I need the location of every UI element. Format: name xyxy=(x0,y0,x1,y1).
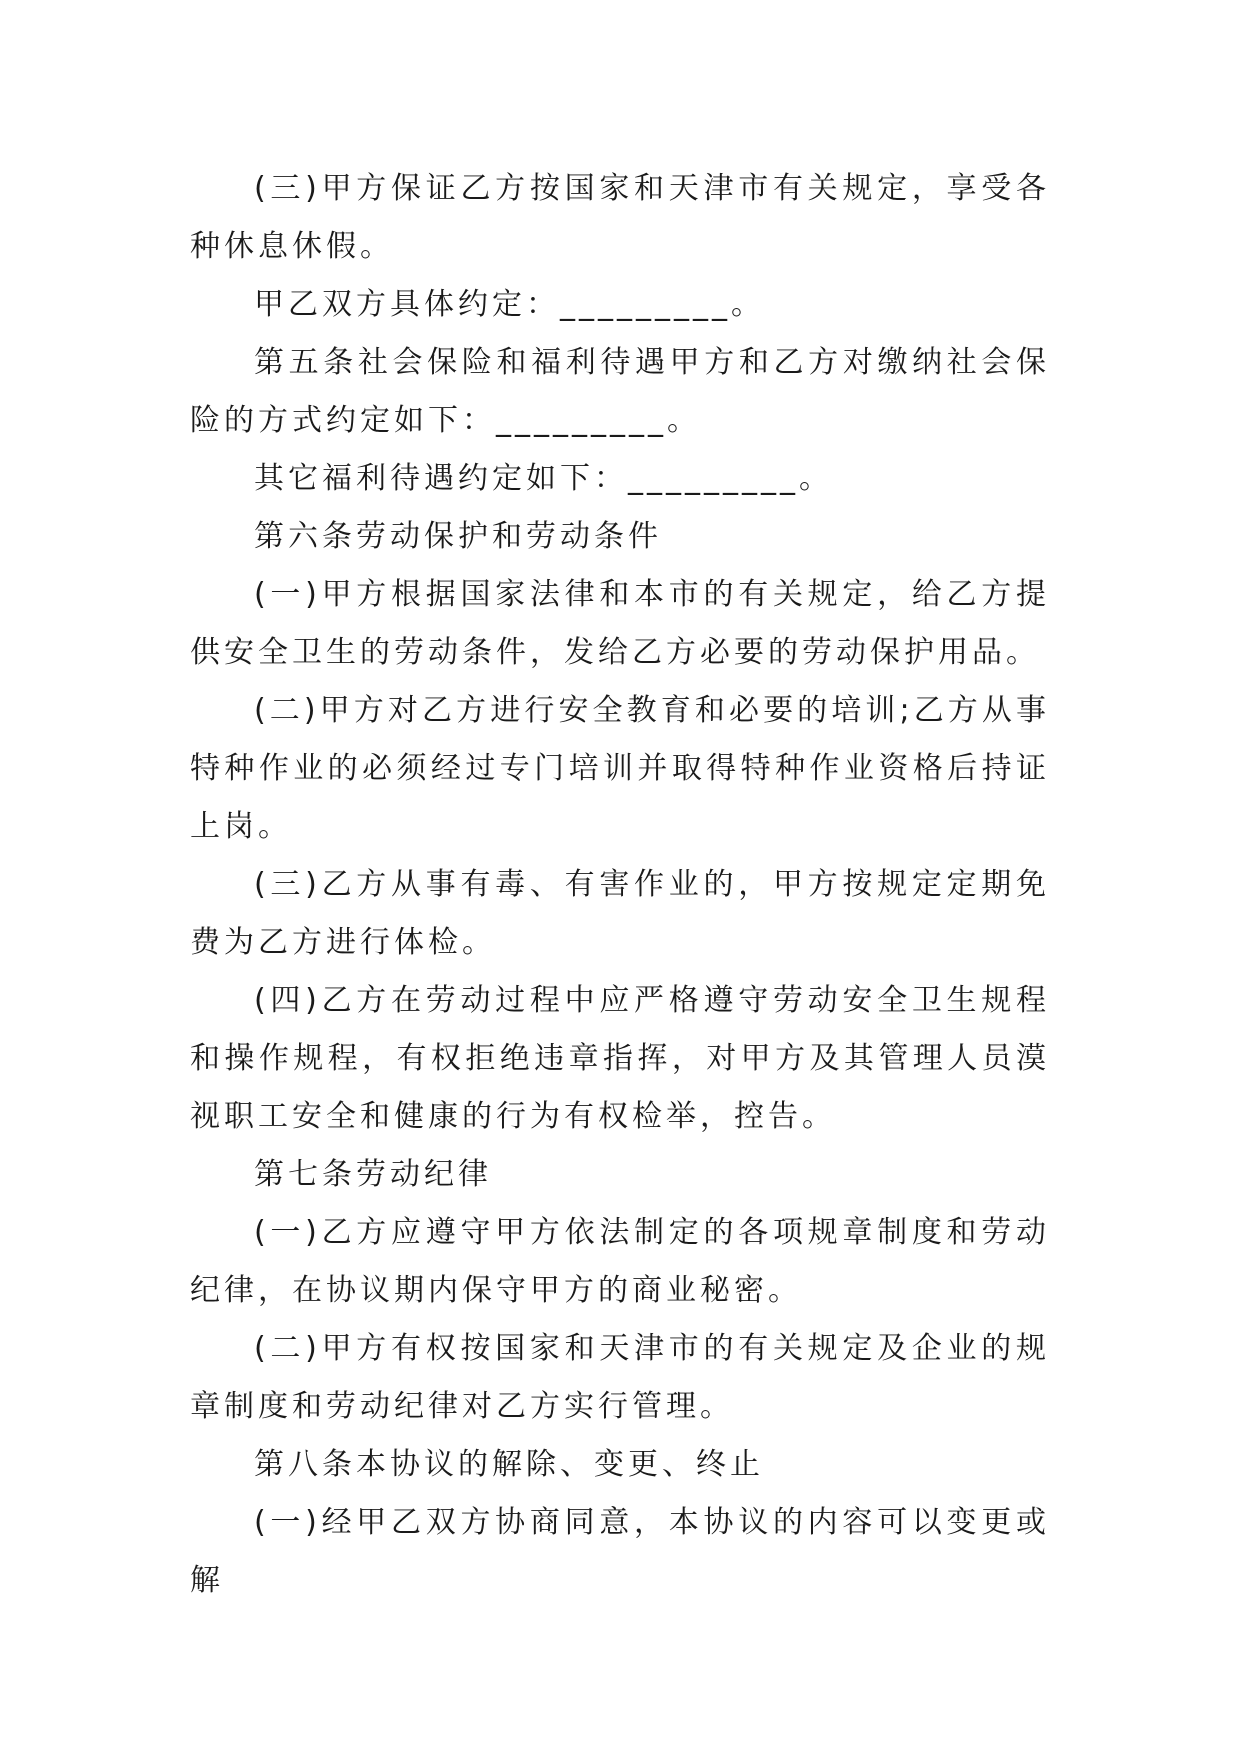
paragraph-agreement-leave: 甲乙双方具体约定：_________。 xyxy=(254,287,765,322)
document-body xyxy=(190,160,1050,1610)
paragraph-6-1: (一)甲方根据国家法律和本市的有关规定，给乙方提供安全卫生的劳动条件，发给乙方必要的劳动保护用品。 xyxy=(190,577,1050,670)
paragraph-6-4: (四)乙方在劳动过程中应严格遵守劳动安全卫生规程和操作规程，有权拒绝违章指挥，对甲方及其管理人员漠视职工安全和健康的行为有权检举，控告。 xyxy=(190,983,1050,1134)
heading-article-6: 第六条劳动保护和劳动条件 xyxy=(254,519,662,554)
paragraph-8-1: (一)经甲乙双方协商同意，本协议的内容可以变更或解 xyxy=(190,1505,1050,1598)
paragraph-rest-leave: (三)甲方保证乙方按国家和天津市有关规定，享受各种休息休假。 xyxy=(190,171,1050,264)
heading-article-8: 第八条本协议的解除、变更、终止 xyxy=(254,1447,764,1482)
heading-article-7: 第七条劳动纪律 xyxy=(254,1157,492,1192)
paragraph-6-2: (二)甲方对乙方进行安全教育和必要的培训;乙方从事特种作业的必须经过专门培训并取得特种作业资格后持证上岗。 xyxy=(190,693,1050,844)
paragraph-7-1: (一)乙方应遵守甲方依法制定的各项规章制度和劳动纪律，在协议期内保守甲方的商业秘密。 xyxy=(190,1215,1050,1308)
paragraph-other-benefits: 其它福利待遇约定如下：_________。 xyxy=(254,461,833,496)
paragraph-7-2: (二)甲方有权按国家和天津市的有关规定及企业的规章制度和劳动纪律对乙方实行管理。 xyxy=(190,1331,1050,1424)
paragraph-6-3: (三)乙方从事有毒、有害作业的，甲方按规定定期免费为乙方进行体检。 xyxy=(190,867,1050,960)
paragraph-article-5-social-insurance: 第五条社会保险和福利待遇甲方和乙方对缴纳社会保险的方式约定如下：_________。 xyxy=(190,345,1050,438)
